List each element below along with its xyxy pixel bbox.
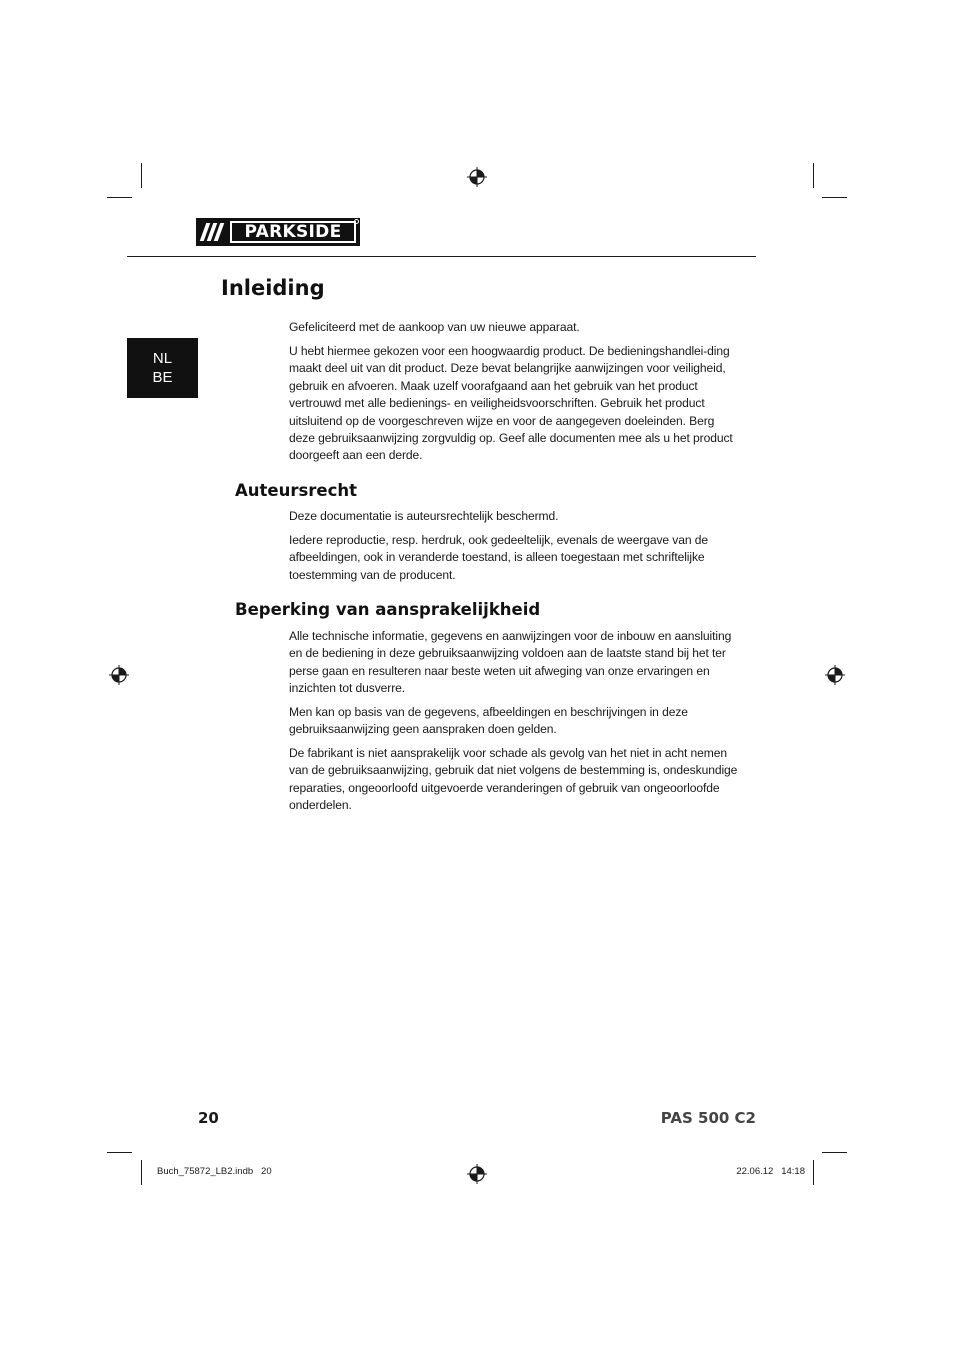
page-title: Inleiding: [221, 276, 325, 300]
header-rule: [127, 256, 756, 257]
crop-mark-bottom-left-h: [107, 1152, 132, 1153]
logo-wordmark: PARKSIDE: [230, 221, 356, 243]
slug-date: 22.06.12 14:18: [736, 1166, 805, 1177]
registration-mark-bottom-icon: [467, 1164, 487, 1184]
registered-trademark-icon: [354, 219, 359, 224]
crop-mark-top-left-v: [141, 163, 142, 188]
crop-mark-top-right-h: [822, 197, 847, 198]
crop-mark-top-left-h: [107, 197, 132, 198]
intro-paragraph-2: U hebt hiermee gekozen voor een hoogwaardig product. De bedieningshandlei-ding maakt deel uit van dit product. Deze bevat belangrijke aanwijzingen voor veiligheid, gebruik en afvoeren. Maak uzelf voorafgaand aan het gebruik van het product vertrouwd met alle bedienings- en veiligheidsvoorschriften. Gebruik het product uitsluitend op de voorgeschreven wijze en voor de aangegeven doeleinden. Berg deze gebruiksaanwijzing zorgvuldig op. Geef alle documenten mee als u het product doorgeeft aan een derde.: [289, 344, 733, 463]
registration-mark-right-icon: [825, 665, 845, 685]
liability-paragraph-2: Men kan op basis van de gegevens, afbeeldingen en beschrijvingen in deze gebruiksaanwijzing geen aanspraken doen gelden.: [289, 705, 688, 737]
liability-paragraph-3: De fabrikant is niet aansprakelijk voor schade als gevolg van het niet in acht nemen van de gebruiksaanwijzing, gebruik dat niet volgens de bestemming is, ondeskundige reparaties, ongeoorloofd uitgevoerde veranderingen of gebruik van ongeoorloofde onderdelen.: [289, 746, 738, 813]
slug-filename: Buch_75872_LB2.indb 20: [157, 1166, 272, 1177]
registration-mark-top-icon: [467, 167, 487, 187]
parkside-logo: [196, 218, 360, 246]
intro-paragraph-1: Gefeliciteerd met de aankoop van uw nieuwe apparaat.: [289, 320, 580, 334]
copyright-paragraph-2: Iedere reproductie, resp. herdruk, ook gedeeltelijk, evenals de weergave van de afbeeldingen, ook in veranderde toestand, is alleen toegestaan met schriftelijke toestemming van de producent.: [289, 533, 709, 582]
liability-heading: Beperking van aansprakelijkheid: [235, 600, 541, 619]
copyright-heading: Auteursrecht: [235, 481, 358, 500]
language-tab-be: BE: [152, 369, 173, 386]
crop-mark-bottom-left-v: [141, 1160, 142, 1185]
crop-mark-top-right-v: [813, 163, 814, 188]
liability-paragraph-1: Alle technische informatie, gegevens en aanwijzingen voor de inbouw en aansluiting en de bediening in deze gebruiksaanwijzing voldoen aan de laatste stand bij het ter perse gaan en resulteren naar beste weten uit afweging van onze ervaringen en inzichten tot dusverre.: [289, 629, 732, 696]
language-tab: [127, 338, 198, 398]
logo-stripes-icon: [196, 218, 226, 246]
crop-mark-bottom-right-h: [822, 1152, 847, 1153]
model-name: PAS 500 C2: [660, 1109, 756, 1127]
crop-mark-bottom-right-v: [813, 1160, 814, 1185]
language-tab-nl: NL: [152, 350, 173, 367]
registration-mark-left-icon: [109, 665, 129, 685]
copyright-paragraph-1: Deze documentatie is auteursrechtelijk beschermd.: [289, 509, 559, 523]
page-number: 20: [198, 1109, 219, 1127]
